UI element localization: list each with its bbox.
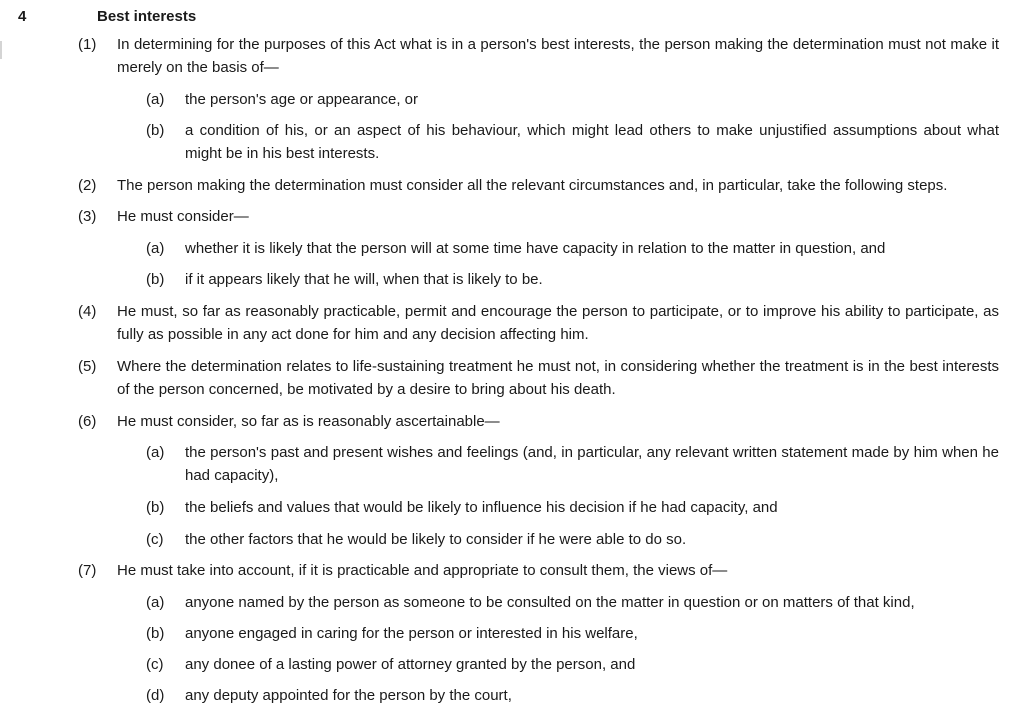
subsection-number: (7) [78,562,97,579]
section-number: 4 [18,8,27,25]
paragraph-text: if it appears likely that he will, when that is likely to be. [185,271,543,288]
section-title: Best interests [97,8,197,25]
subsection-number: (2) [78,177,97,194]
paragraph-letter: (c) [146,531,164,548]
subsection-number: (1) [78,36,97,53]
subsection-text: The person making the determination must consider all the relevant circumstances and, in particular, take the following steps. [117,177,948,194]
paragraph-6b [146,496,999,519]
subsection-5 [78,355,999,401]
paragraph-6a [146,441,999,487]
paragraph-text: any deputy appointed for the person by the court, [185,687,512,704]
paragraph-7c [146,653,999,676]
subsection-text: He must take into account, if it is practicable and appropriate to consult them, the views of— [117,562,728,579]
paragraph-letter: (a) [146,444,165,461]
paragraph-text: the person's age or appearance, or [185,91,419,108]
paragraph-3a [146,237,999,260]
paragraph-letter: (b) [146,122,165,139]
paragraph-1a [146,88,999,111]
paragraph-text: a condition of his, or an aspect of his behaviour, which might lead others to make unjustified assumptions about what might be in his best interests. [185,122,999,162]
paragraph-letter: (a) [146,594,165,611]
subsection-7 [78,559,999,582]
paragraph-text: anyone engaged in caring for the person or interested in his welfare, [185,625,638,642]
paragraph-text: anyone named by the person as someone to be consulted on the matter in question or on matters of that kind, [185,594,915,611]
left-edge-marker [0,41,2,59]
subsection-number: (6) [78,413,97,430]
paragraph-text: the beliefs and values that would be likely to influence his decision if he had capacity, and [185,499,778,516]
subsection-2 [78,174,999,197]
paragraph-6c [146,528,999,551]
subsection-6 [78,410,999,433]
subsection-number: (3) [78,208,97,225]
paragraph-7a [146,591,999,614]
subsection-text: He must, so far as reasonably practicable, permit and encourage the person to participate, or to improve his ability to participate, as fully as possible in any act done for him and any decision affecting him. [117,303,999,343]
paragraph-letter: (b) [146,499,165,516]
paragraph-letter: (b) [146,625,165,642]
paragraph-7d [146,684,999,707]
paragraph-letter: (a) [146,240,165,257]
subsection-4 [78,300,999,346]
paragraph-letter: (c) [146,656,164,673]
paragraph-text: any donee of a lasting power of attorney granted by the person, and [185,656,636,673]
subsection-3 [78,205,999,228]
subsection-1 [78,33,999,79]
paragraph-letter: (a) [146,91,165,108]
paragraph-1b [146,119,999,165]
paragraph-7b [146,622,999,645]
subsection-number: (4) [78,303,97,320]
paragraph-letter: (d) [146,687,165,704]
paragraph-text: the person's past and present wishes and feelings (and, in particular, any relevant written statement made by him when he had capacity), [185,444,999,484]
paragraph-letter: (b) [146,271,165,288]
paragraph-text: the other factors that he would be likely to consider if he were able to do so. [185,531,687,548]
paragraph-3b [146,268,999,291]
subsection-text: In determining for the purposes of this Act what is in a person's best interests, the person making the determination must not make it merely on the basis of— [117,36,999,76]
subsection-number: (5) [78,358,97,375]
subsection-text: Where the determination relates to life-sustaining treatment he must not, in considering whether the treatment is in the best interests of the person concerned, be motivated by a desire to bring about his death. [117,358,999,398]
paragraph-text: whether it is likely that the person will at some time have capacity in relation to the matter in question, and [185,240,886,257]
subsection-text: He must consider— [117,208,249,225]
subsection-text: He must consider, so far as is reasonably ascertainable— [117,413,500,430]
